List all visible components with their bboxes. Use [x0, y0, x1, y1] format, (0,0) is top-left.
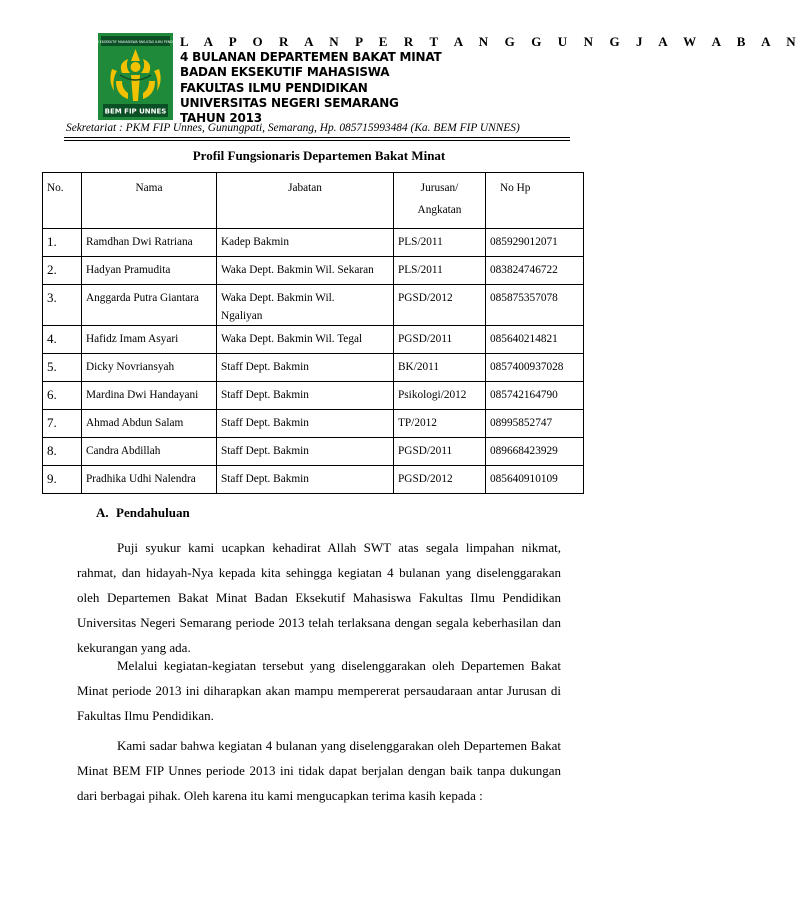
table-row [43, 285, 584, 326]
cell-no: 5. [43, 354, 82, 382]
table-row [43, 410, 584, 438]
logo-emblem-icon [87, 33, 184, 120]
cell-hp: 085640910109 [486, 466, 584, 494]
cell-jurusan: PLS/2011 [394, 257, 486, 285]
paragraph-1-text: Puji syukur kami ucapkan kehadirat Allah SWT atas segala limpahan nikmat, rahmat, dan hidayah-Nya kepada kita sehingga kegiatan 4 bulanan yang diselenggarakan oleh Departemen Bakat Minat Badan Eksekutif Mahasiswa Fakultas Ilmu Pendidikan Universitas Negeri Semarang periode 2013 telah terlaksana dengan segala keberhasilan dan kekurangan yang ada. [77, 540, 561, 655]
section-heading [96, 505, 190, 521]
cell-hp: 083824746722 [486, 257, 584, 285]
cell-hp: 085742164790 [486, 382, 584, 410]
cell-nama: Mardina Dwi Handayani [82, 382, 217, 410]
cell-jurusan: PGSD/2012 [394, 466, 486, 494]
cell-no: 8. [43, 438, 82, 466]
header-nama: Nama [82, 173, 217, 229]
logo-top-text: BADAN EKSEKUTIF MAHASISWA FAKULTAS ILMU PENDIDIKAN [87, 40, 184, 44]
cell-no: 4. [43, 326, 82, 354]
table-row [43, 438, 584, 466]
officers-table [42, 172, 584, 494]
cell-nama: Ahmad Abdun Salam [82, 410, 217, 438]
cell-hp: 0857400937028 [486, 354, 584, 382]
year-line: TAHUN 2013 [180, 111, 262, 126]
cell-jurusan: BK/2011 [394, 354, 486, 382]
logo-caption: BEM FIP UNNES [104, 107, 167, 116]
cell-jabatan-line2: Ngaliyan [221, 310, 263, 322]
cell-nama: Ramdhan Dwi Ratriana [82, 229, 217, 257]
bem-fip-logo [87, 33, 184, 120]
paragraph-1 [77, 535, 561, 660]
paragraph-2-text: Melalui kegiatan-kegiatan tersebut yang diselenggarakan oleh Departemen Bakat Minat periode 2013 ini diharapkan akan mampu mempererat persaudaraan antar Jurusan di Fakultas Ilmu Pendidikan. [77, 658, 561, 723]
paragraph-3 [77, 733, 561, 808]
header-jurusan [394, 173, 486, 229]
cell-jurusan: Psikologi/2012 [394, 382, 486, 410]
header-hp: No Hp [486, 173, 584, 229]
section-letter: A. [96, 505, 109, 520]
paragraph-3-text: Kami sadar bahwa kegiatan 4 bulanan yang diselenggarakan oleh Departemen Bakat Minat BEM FIP Unnes periode 2013 ini tidak dapat berjalan dengan baik tanpa dukungan dari berbagai pihak. Oleh karena itu kami mengucapkan terima kasih kepada : [77, 738, 561, 803]
cell-no: 7. [43, 410, 82, 438]
cell-nama: Hadyan Pramudita [82, 257, 217, 285]
cell-nama: Dicky Novriansyah [82, 354, 217, 382]
cell-jabatan: Staff Dept. Bakmin [217, 410, 394, 438]
cell-no: 6. [43, 382, 82, 410]
cell-hp: 08995852747 [486, 410, 584, 438]
cell-no: 2. [43, 257, 82, 285]
cell-jurusan: TP/2012 [394, 410, 486, 438]
cell-jabatan: Staff Dept. Bakmin [217, 382, 394, 410]
cell-nama: Candra Abdillah [82, 438, 217, 466]
cell-jabatan: Staff Dept. Bakmin [217, 466, 394, 494]
cell-jabatan [217, 285, 394, 326]
cell-no: 9. [43, 466, 82, 494]
table-row [43, 257, 584, 285]
header-no: No. [43, 173, 82, 229]
table-title: Profil Fungsionaris Departemen Bakat Minat [192, 148, 446, 163]
table-row [43, 466, 584, 494]
secretariat-address: Sekretariat : PKM FIP Unnes, Gunungpati, Semarang, Hp. 085715993484 (Ka. BEM FIP UNNES) [66, 122, 520, 134]
cell-jurusan: PGSD/2011 [394, 326, 486, 354]
cell-jabatan: Staff Dept. Bakmin [217, 354, 394, 382]
cell-jabatan: Kadep Bakmin [217, 229, 394, 257]
letterhead [180, 34, 802, 126]
university-line: UNIVERSITAS NEGERI SEMARANG [180, 95, 399, 110]
organization-line: BADAN EKSEKUTIF MAHASISWA [180, 65, 390, 80]
header-jurusan-line1: Jurusan/ [420, 182, 459, 194]
table-header-row [43, 173, 584, 229]
header-divider-secondary [64, 140, 570, 141]
table-row [43, 382, 584, 410]
cell-jurusan: PLS/2011 [394, 229, 486, 257]
cell-no: 1. [43, 229, 82, 257]
department-line: 4 BULANAN DEPARTEMEN BAKAT MINAT [180, 50, 442, 64]
cell-jabatan-line1: Waka Dept. Bakmin Wil. [221, 292, 335, 304]
cell-hp: 089668423929 [486, 438, 584, 466]
report-title: L A P O R A N P E R T A N G G U N G J A W A B A N [180, 34, 802, 49]
section-title: Pendahuluan [116, 505, 190, 520]
cell-hp: 085640214821 [486, 326, 584, 354]
cell-hp: 085875357078 [486, 285, 584, 326]
cell-nama: Anggarda Putra Giantara [82, 285, 217, 326]
table-row [43, 229, 584, 257]
cell-hp: 085929012071 [486, 229, 584, 257]
header-jabatan: Jabatan [217, 173, 394, 229]
cell-jabatan: Waka Dept. Bakmin Wil. Sekaran [217, 257, 394, 285]
cell-jabatan: Staff Dept. Bakmin [217, 438, 394, 466]
paragraph-2 [77, 653, 561, 728]
header-divider [64, 137, 570, 138]
faculty-line: FAKULTAS ILMU PENDIDIKAN [180, 80, 368, 95]
table-row [43, 354, 584, 382]
cell-jurusan: PGSD/2012 [394, 285, 486, 326]
cell-nama: Pradhika Udhi Nalendra [82, 466, 217, 494]
header-jurusan-line2: Angkatan [417, 204, 462, 216]
cell-jurusan: PGSD/2011 [394, 438, 486, 466]
cell-jabatan: Waka Dept. Bakmin Wil. Tegal [217, 326, 394, 354]
table-row [43, 326, 584, 354]
cell-nama: Hafidz Imam Asyari [82, 326, 217, 354]
cell-no: 3. [43, 285, 82, 326]
